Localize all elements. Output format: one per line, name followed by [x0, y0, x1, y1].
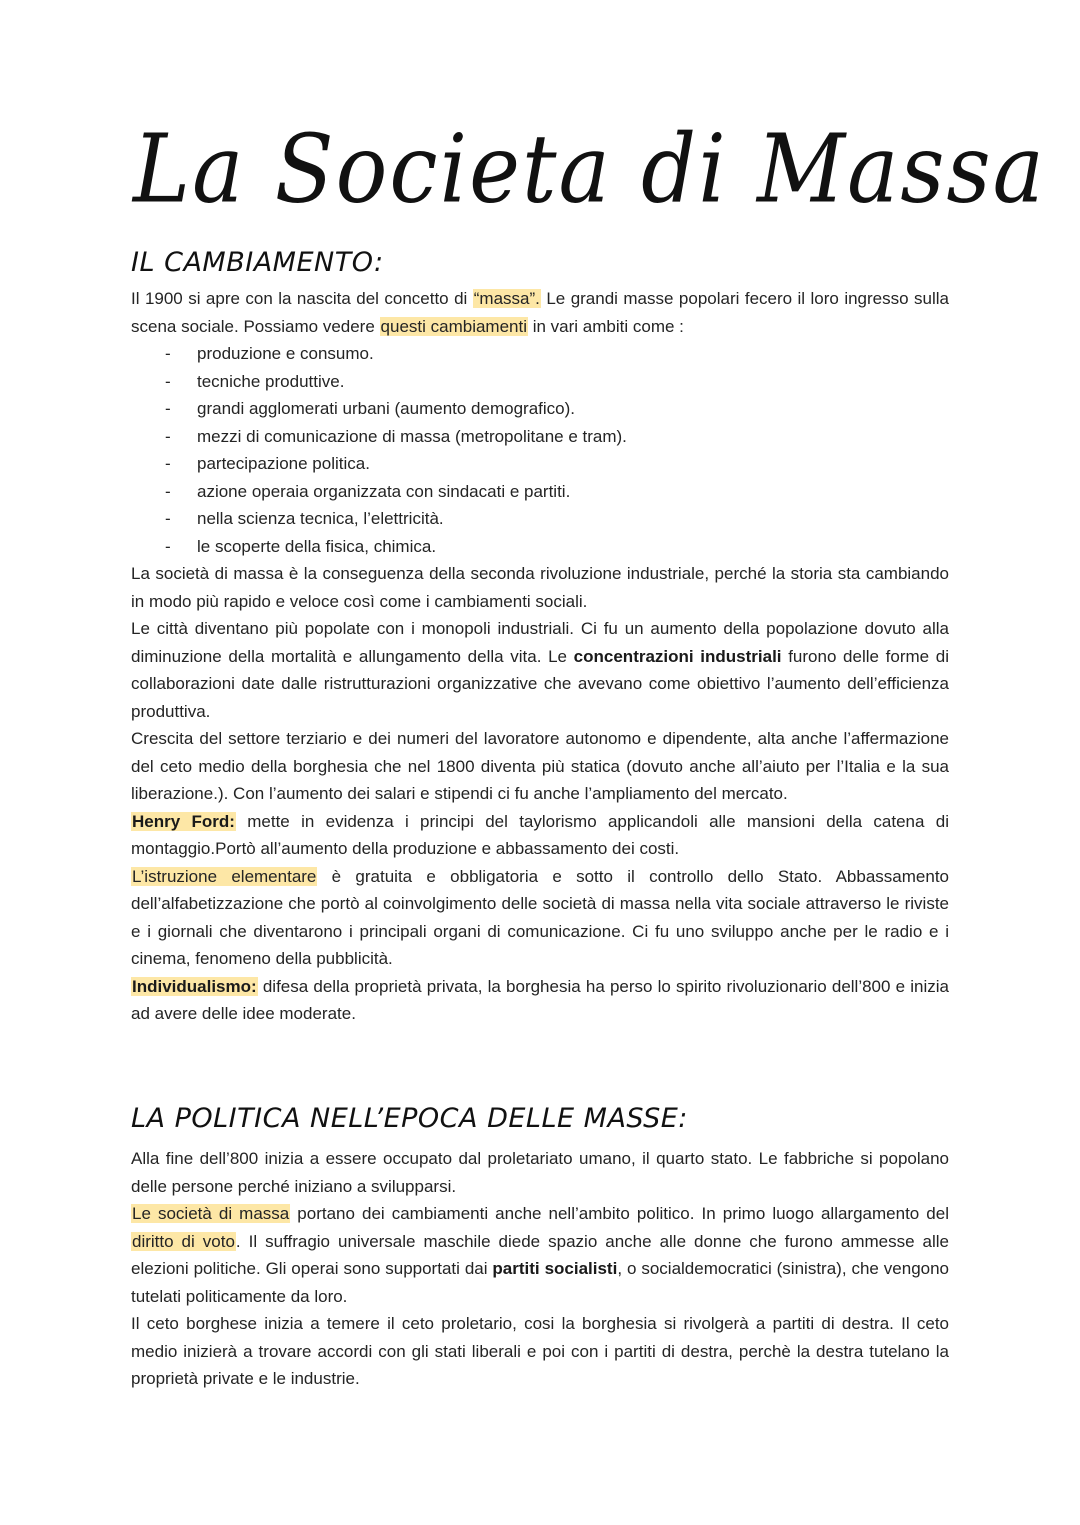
paragraph-henry-ford	[131, 808, 949, 863]
highlight-questi-cambiamenti: questi cambiamenti	[380, 316, 527, 336]
list-item-text: le scoperte della fisica, chimica.	[197, 536, 437, 556]
paragraph-citta	[131, 615, 949, 725]
paragraph-individualismo	[131, 973, 949, 1028]
dash-marker: -	[165, 481, 171, 501]
dash-marker: -	[165, 399, 171, 418]
list-item	[131, 478, 949, 506]
highlight-societa-di-massa: Le società di massa	[132, 1204, 290, 1223]
list-item	[131, 340, 949, 368]
paragraph-ceto-borghese: Il ceto borghese inizia a temere il ceto proletario, cosi la borghesia si rivolgerà a partiti di destra. Il ceto medio inizierà a trovare accordi con gli stati liberali e poi con i partiti di destra, perchè la destra tutelano la proprietà private e le industrie.	[131, 1314, 949, 1388]
highlight-istruzione-elementare: L’istruzione elementare	[132, 866, 317, 886]
dash-marker: -	[165, 536, 171, 556]
paragraph-text: mette in evidenza i principi del taylorismo applicandoli alle mansioni della catena di montaggio.Portò all’aumento della produzione e abbassamento dei costi.	[131, 811, 949, 858]
intro-text-3: in vari ambiti come :	[528, 316, 684, 336]
dash-marker: -	[165, 371, 171, 391]
bold-partiti-socialisti: partiti socialisti	[492, 1259, 618, 1278]
highlight-diritto-di-voto: diritto di voto	[132, 1231, 235, 1251]
list-item	[131, 505, 949, 533]
list-item-text: partecipazione politica.	[197, 454, 370, 473]
paragraph-text: , o socialdemocratici (sinistra), che vengono tutelati politicamente da loro.	[131, 1259, 950, 1306]
section-cambiamento-body	[131, 285, 949, 1028]
paragraph-terziario: Crescita del settore terziario e dei numeri del lavoratore autonomo e dipendente, alta anche l’affermazione del ceto medio della borghesia che nel 1800 diventa più statica (dovuto anche all’aiuto per l’Italia e la sua liberazione.). Con l’aumento dei salari e stipendi ci fu anche l’ampliamento del mercato.	[131, 729, 949, 803]
document-title: La Societa di Massa	[133, 114, 1046, 225]
dash-marker: -	[165, 426, 171, 446]
dash-marker: -	[165, 454, 171, 473]
paragraph-text: . Il suffragio universale maschile diede spazio anche alle donne che furono ammesse alle elezioni politiche. Gli operai sono supportati dai	[131, 1231, 949, 1278]
highlight-individualismo: Individualismo:	[132, 976, 257, 996]
intro-paragraph	[131, 285, 949, 340]
paragraph-conseguenza: La società di massa è la conseguenza della seconda rivoluzione industriale, perché la storia sta cambiando in modo più rapido e veloce così come i cambiamenti sociali.	[131, 564, 949, 611]
list-item	[131, 450, 949, 478]
list-item-text: mezzi di comunicazione di massa (metropolitane e tram).	[197, 426, 627, 446]
section-politica-body	[131, 1145, 949, 1393]
list-item-text: azione operaia organizzata con sindacati e partiti.	[197, 481, 571, 501]
paragraph-cambiamenti-politici	[131, 1200, 949, 1310]
list-item	[131, 395, 949, 423]
list-item-text: grandi agglomerati urbani (aumento demografico).	[197, 399, 575, 418]
change-areas-list	[131, 340, 949, 560]
dash-marker: -	[165, 344, 171, 363]
paragraph-text: furono delle forme di collaborazioni date dalle ristrutturazioni organizzative che avevano come obiettivo l’aumento dell’efficienza produttiva.	[131, 646, 949, 721]
paragraph-fine-800: Alla fine dell’800 inizia a essere occupato dal proletariato umano, il quarto stato. Le fabbriche si popolano delle persone perché iniziano a svilupparsi.	[131, 1149, 949, 1196]
list-item	[131, 533, 949, 561]
paragraph-text: portano dei cambiamenti anche nell’ambito politico. In primo luogo allargamento del	[290, 1204, 949, 1223]
list-item	[131, 423, 949, 451]
paragraph-istruzione	[131, 863, 949, 973]
list-item-text: produzione e consumo.	[197, 344, 374, 363]
intro-text: Il 1900 si apre con la nascita del concetto di	[131, 289, 473, 308]
section-heading-cambiamento: IL CAMBIAMENTO:	[131, 247, 384, 278]
highlight-henry-ford: Henry Ford:	[132, 811, 235, 831]
paragraph-text: è gratuita e obbligatoria e sotto il controllo dello Stato. Abbassamento dell’alfabetizzazione che portò al coinvolgimento delle società di massa nella vita sociale attraverso le riviste e i giornali che diventarono i principali organi di comunicazione. Ci fu uno sviluppo anche per le radio e i cinema, fenomeno della pubblicità.	[131, 866, 949, 968]
list-item-text: nella scienza tecnica, l’elettricità.	[197, 509, 444, 528]
list-item-text: tecniche produttive.	[197, 371, 345, 391]
paragraph-text: difesa della proprietà privata, la borghesia ha perso lo spirito rivoluzionario dell’800 e inizia ad avere delle idee moderate.	[131, 976, 949, 1023]
list-item	[131, 368, 949, 396]
highlight-massa: “massa”.	[473, 289, 540, 308]
bold-concentrazioni-industriali: concentrazioni industriali	[573, 646, 782, 666]
intro-text-2: Le grandi masse popolari fecero il loro ingresso sulla scena sociale. Possiamo vedere	[131, 289, 949, 336]
paragraph-text: Le città diventano più popolate con i monopoli industriali. Ci fu un aumento della popolazione dovuto alla diminuzione della mortalità e allungamento della vita. Le	[131, 619, 949, 666]
section-heading-politica: LA POLITICA NELL’EPOCA DELLE MASSE:	[131, 1103, 688, 1134]
dash-marker: -	[165, 509, 171, 528]
